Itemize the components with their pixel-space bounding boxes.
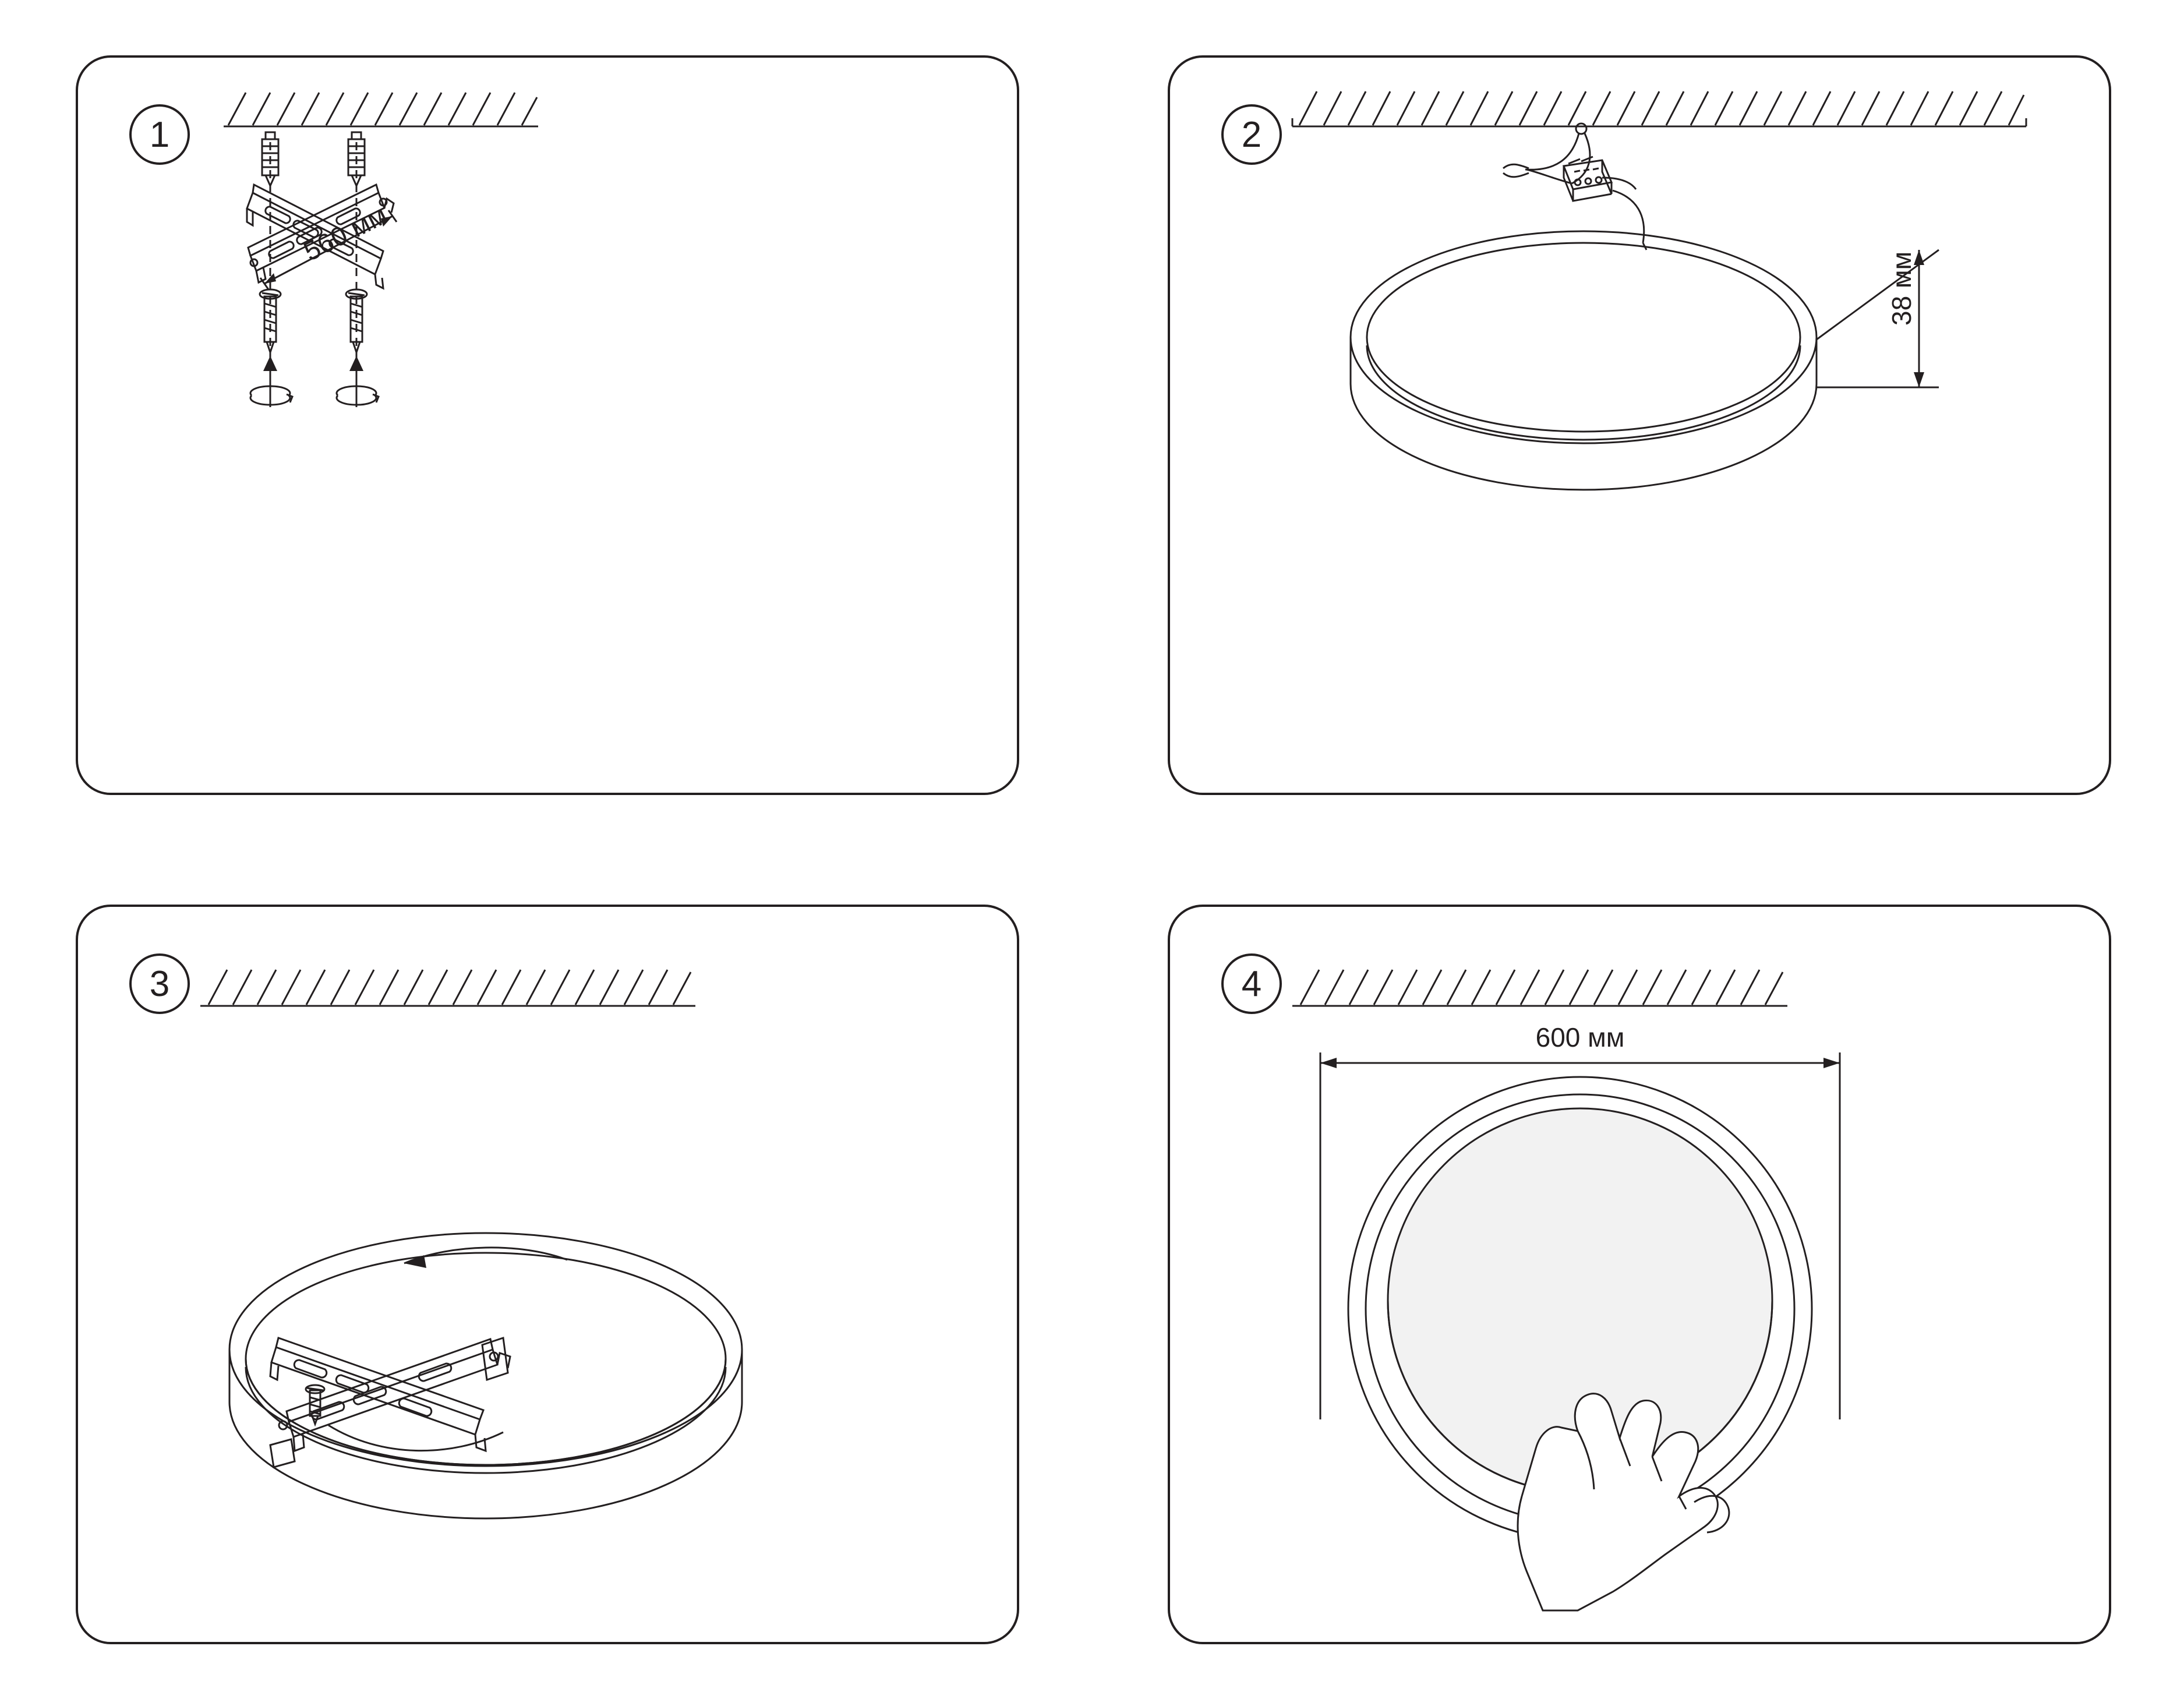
dimension-38 — [1817, 250, 1939, 387]
step-4-illustration — [1170, 907, 2114, 1647]
step-3-illustration — [78, 907, 1022, 1647]
step-number-1: 1 — [129, 104, 190, 165]
step-cell-2 — [1092, 0, 2184, 849]
rotation-arrow-left — [250, 356, 292, 407]
terminal-block — [1564, 157, 1612, 201]
step-number-2: 2 — [1221, 104, 1282, 165]
ceiling-hatching — [1292, 91, 2026, 126]
rotation-arrow-right — [337, 356, 379, 407]
step-panel-4 — [1168, 905, 2111, 1644]
dimension-label-38: 38 мм — [1886, 251, 1917, 326]
dimension-label-600: 600 мм — [1535, 1022, 1625, 1052]
step-panel-1 — [76, 55, 1019, 795]
rotation-arrow — [404, 1248, 567, 1268]
step-cell-1 — [0, 0, 1092, 849]
luminaire-body — [1351, 231, 1817, 490]
step-1-illustration — [78, 58, 1022, 797]
step-panel-2 — [1168, 55, 2111, 795]
step-number-3: 3 — [129, 953, 190, 1014]
step-2-illustration — [1170, 58, 2114, 797]
step-number-4: 4 — [1221, 953, 1282, 1014]
ceiling-hatching — [224, 93, 538, 126]
step-cell-3 — [0, 849, 1092, 1699]
dimension-label-560: 560 мм — [298, 199, 392, 267]
ceiling-hatching — [200, 970, 695, 1006]
ceiling-hatching — [1292, 970, 1787, 1006]
step-panel-3 — [76, 905, 1019, 1644]
step-cell-4 — [1092, 849, 2184, 1699]
